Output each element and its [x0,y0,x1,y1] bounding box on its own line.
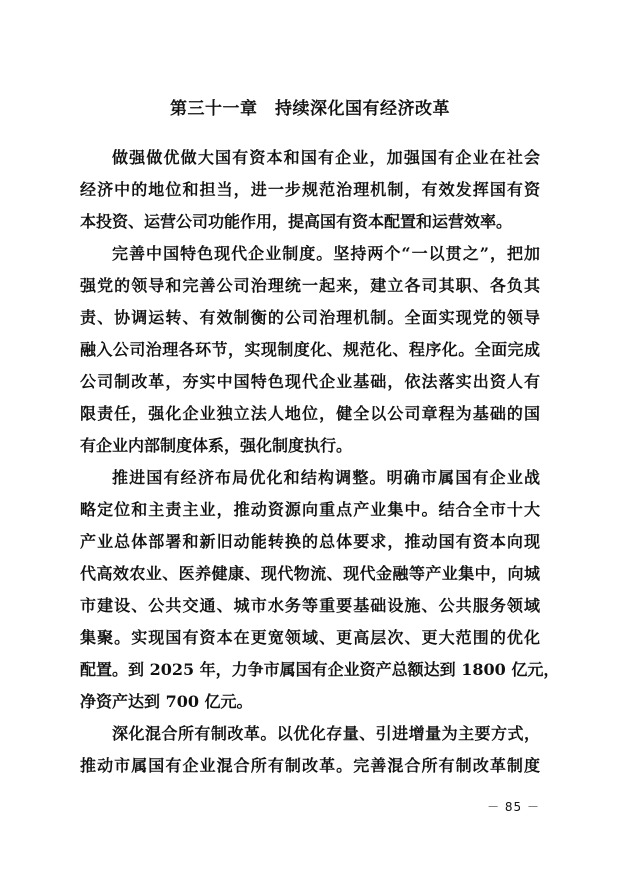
paragraph-4-line-1: 深化混合所有制改革。以优化存量、引进增量为主要方式， [112,724,540,743]
paragraph-2-line-6: 限责任，强化企业独立法人地位，健全以公司章程为基础的国 [80,404,540,423]
document-body [80,142,560,782]
chapter-title: 第三十一章 持续深化国有经济改革 [170,99,450,119]
paragraph-3-line-4: 代高效农业、医养健康、现代物流、现代金融等产业集中，向城 [80,564,540,583]
paragraph-2-line-3: 责、协调运转、有效制衡的公司治理机制。全面实现党的领导 [80,308,540,327]
paragraph-3-line-2: 略定位和主责主业，推动资源向重点产业集中。结合全市十大 [80,500,540,519]
paragraph-4-line-2: 推动市属国有企业混合所有制改革。完善混合所有制改革制度 [80,756,540,775]
page-number: － 85 － [487,800,540,814]
paragraph-3-line-8: 净资产达到 700 亿元。 [80,692,253,711]
paragraph-2-line-1: 完善中国特色现代企业制度。坚持两个“一以贯之”，把加 [112,244,540,263]
paragraph-3-line-5: 市建设、公共交通、城市水务等重要基础设施、公共服务领域 [80,596,540,615]
paragraph-3-line-3: 产业总体部署和新旧动能转换的总体要求，推动国有资本向现 [80,532,540,551]
paragraph-1-line-2: 经济中的地位和担当，进一步规范治理机制，有效发挥国有资 [80,180,540,199]
paragraph-2-line-2: 强党的领导和完善公司治理统一起来，建立各司其职、各负其 [80,276,540,295]
paragraph-1-line-1: 做强做优做大国有资本和国有企业，加强国有企业在社会 [112,148,540,167]
paragraph-2-line-5: 公司制改革，夯实中国特色现代企业基础，依法落实出资人有 [80,372,540,391]
paragraph-2-line-7: 有企业内部制度体系，强化制度执行。 [80,436,353,455]
paragraph-3-line-6: 集聚。实现国有资本在更宽领域、更高层次、更大范围的优化 [80,628,540,647]
paragraph-1-line-3: 本投资、运营公司功能作用，提高国有资本配置和运营效率。 [80,212,513,231]
paragraph-2-line-4: 融入公司治理各环节，实现制度化、规范化、程序化。全面完成 [80,340,540,359]
paragraph-3-line-1: 推进国有经济布局优化和结构调整。明确市属国有企业战 [112,468,540,487]
paragraph-3-line-7: 配置。到 2025 年，力争市属国有企业资产总额达到 1800 亿元， [80,660,560,679]
